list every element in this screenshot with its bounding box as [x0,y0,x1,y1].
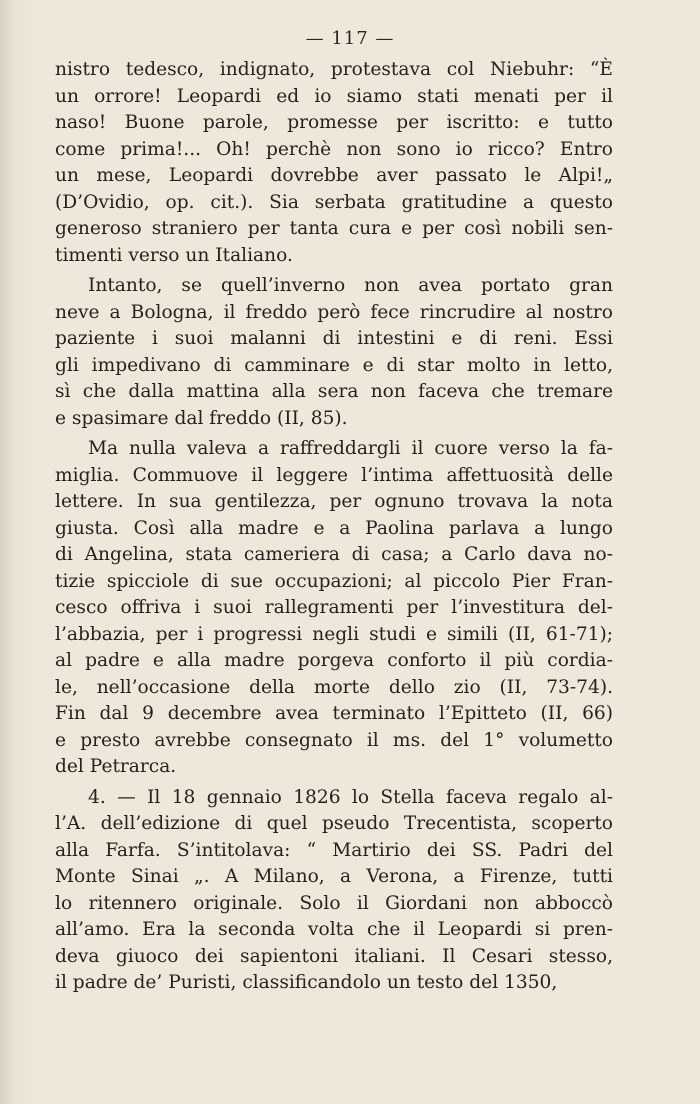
text-line: al padre e alla madre porgeva conforto il più cordia- [55,650,613,671]
text-line: (D’Ovidio, op. cit.). Sia serbata gratitudine a questo [55,191,613,213]
text-line: nistro tedesco, indignato, protestava col Niebuhr: “È [55,59,613,80]
paragraph [55,436,613,781]
text-line: tizie spicciole di sue occupazioni; al piccolo Pier Fran- [55,570,613,592]
text-line: e presto avrebbe consegnato il ms. del 1° volumetto [55,729,613,751]
text-line: cesco offriva i suoi rallegramenti per l’investitura del- [55,597,613,618]
text-line: come prima!... Oh! perchè non sono io ricco? Entro [55,138,613,160]
text-line: Ma nulla valeva a raffreddargli il cuore verso la fa- [88,438,613,459]
text-line: naso! Buone parole, promesse per iscritto: e tutto [55,112,613,133]
text-line: le, nell’occasione della morte dello zio (II, 73-74). [55,676,613,698]
text-line: il padre de’ Puristi, classificandolo un testo del 1350, [55,972,558,993]
text-line: deva giuoco dei sapientoni italiani. Il Cesari stesso, [55,945,613,967]
text-line: Intanto, se quell’inverno non avea portato gran [88,275,613,296]
page-number: — 117 — [305,28,395,49]
paragraph [55,273,613,432]
text-line: sì che dalla mattina alla sera non faceva che tremare [55,381,613,402]
text-line: miglia. Commuove il leggere l’intima affettuosità delle [55,464,613,486]
text-line: timenti verso un Italiano. [55,244,293,266]
text-line: un mese, Leopardi dovrebbe aver passato le Alpi!„ [55,165,613,186]
text-line: gli impedivano di camminare e di star molto in letto, [55,354,613,376]
text-line: neve a Bologna, il freddo però fece rincrudire al nostro [55,301,613,323]
text-line: 4. — Il 18 gennaio 1826 lo Stella faceva regalo al- [88,786,613,808]
text-line: generoso straniero per tanta cura e per così nobili sen- [55,218,613,239]
text-line: e spasimare dal freddo (II, 85). [55,407,348,429]
text-line: Fin dal 9 decembre avea terminato l’Epitteto (II, 66) [55,703,613,724]
text-line: all’amo. Era la seconda volta che il Leopardi si pren- [55,919,613,940]
text-line: Monte Sinai „. A Milano, a Verona, a Firenze, tutti [55,866,613,887]
paragraph [55,785,613,997]
text-line: l’abbazia, per i progressi negli studi e simili (II, 61-71); [55,623,613,645]
text-line: alla Farfa. S’intitolava: “ Martirio dei SS. Padri del [55,839,613,861]
text-line: paziente i suoi malanni di intestini e di reni. Essi [55,328,613,349]
text-line: lettere. In sua gentilezza, per ognuno trovava la nota [55,491,613,512]
text-line: l’A. dell’edizione di quel pseudo Trecentista, scoperto [55,813,613,834]
text-line: lo ritennero originale. Solo il Giordani non abboccò [55,892,613,914]
text-line: di Angelina, stata cameriera di casa; a Carlo dava no- [55,544,613,565]
text-line: del Petrarca. [55,756,177,777]
body-text [55,57,613,997]
paragraph [55,57,613,269]
text-line: giusta. Così alla madre e a Paolina parlava a lungo [55,517,613,539]
text-line: un orrore! Leopardi ed io siamo stati menati per il [55,85,613,107]
